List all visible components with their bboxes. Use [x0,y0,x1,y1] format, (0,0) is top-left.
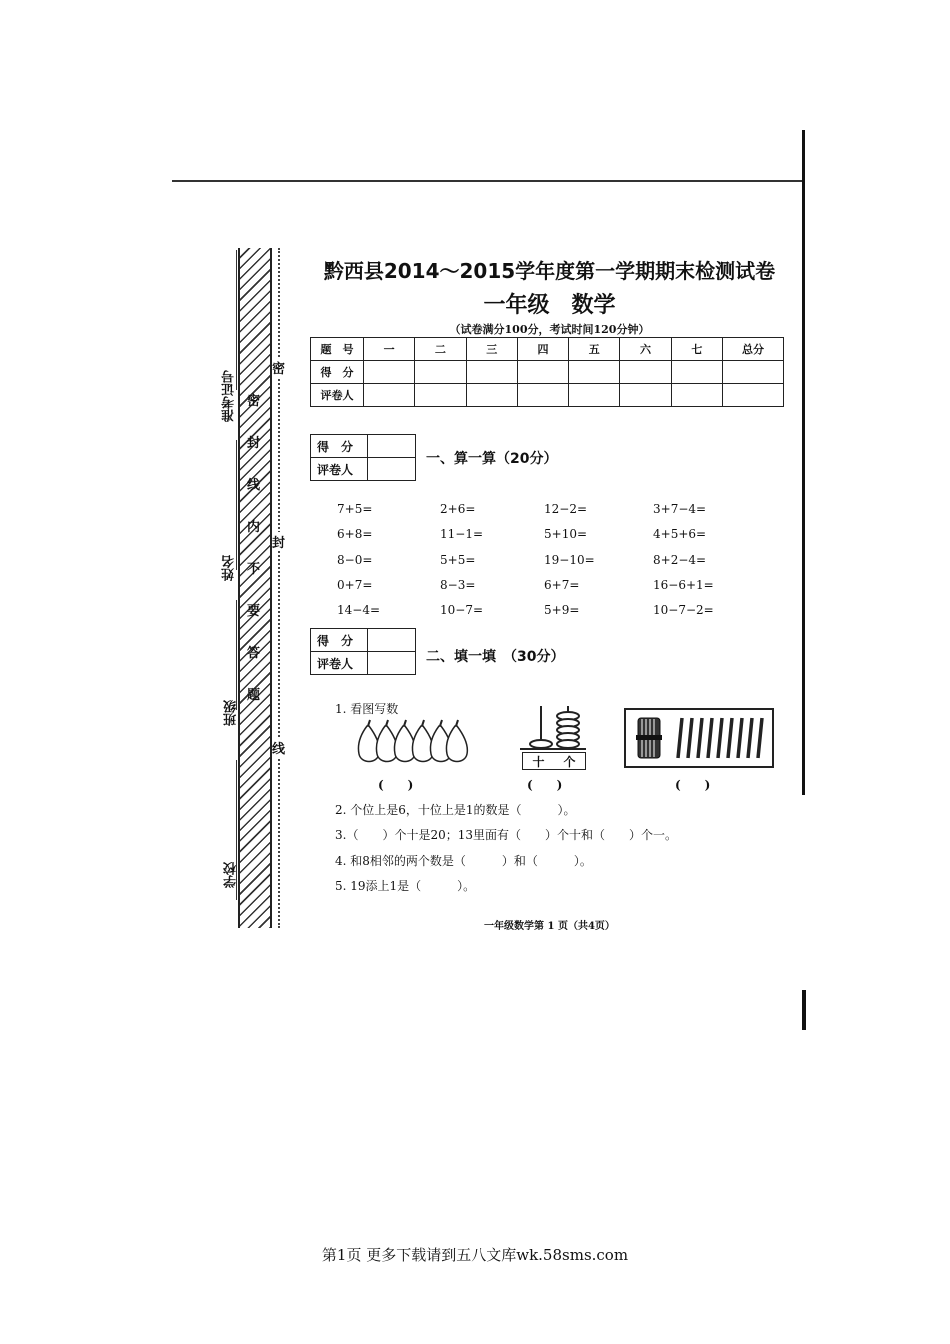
sticks-box [624,708,774,768]
section1-heading: 一、算一算（20分） [426,451,558,467]
score-cell[interactable] [517,361,568,384]
calc-problem: 0+7= [337,578,373,592]
score-box-label: 得 分 [311,629,368,652]
scan-right-edge-mark [802,990,806,1030]
calc-problem: 3+7−4= [653,502,707,516]
score-cell[interactable] [620,361,671,384]
score-cell[interactable] [723,361,784,384]
score-table-row [311,361,784,384]
bottom-download-line: 第1页 更多下载请到五八文库wk.58sms.com [321,1246,629,1264]
score-cell[interactable] [466,384,517,407]
calc-problem: 5+10= [544,527,588,541]
question-2: 2. 个位上是6，十位上是1的数是（ ）。 [335,803,576,817]
calc-problem: 6+7= [544,578,580,592]
calc-problem: 11−1= [440,527,484,541]
section1-score-box [310,434,416,481]
exam-subtitle: 一年级 数学 [483,293,616,318]
score-cell[interactable] [517,384,568,407]
calc-problem: 8+2−4= [653,553,707,567]
score-cell[interactable] [569,361,620,384]
seal-mark: 密 [272,358,285,377]
calc-problem: 14−4= [337,603,381,617]
score-table-header-row [311,338,784,361]
score-table-header: 六 [620,338,671,361]
score-table-header: 三 [466,338,517,361]
score-table [310,337,784,407]
question-1-label: 1. 看图写数 [335,702,399,716]
calc-problem: 8−3= [440,578,476,592]
seal-char: 要 [247,604,261,619]
calc-problem: 12−2= [544,502,588,516]
field-label-name: 姓名 [222,555,237,581]
field-underline [236,250,237,390]
score-box-label: 得 分 [311,435,368,458]
seal-char: 内 [247,520,261,535]
calc-problem: 8−0= [337,553,373,567]
seal-char: 题 [247,688,261,703]
abacus-ones-label: 个 [563,754,576,769]
seal-mark: 线 [272,738,285,757]
score-cell[interactable] [415,384,466,407]
seal-char: 答 [247,646,261,661]
calc-problem: 5+9= [544,603,580,617]
score-table-header: 二 [415,338,466,361]
section2-heading: 二、填一填 （30分） [426,649,565,665]
score-table-header: 一 [364,338,415,361]
seal-char: 不 [247,562,261,577]
abacus-illustration [518,704,588,756]
score-row-label: 评卷人 [311,384,364,407]
exam-note: （试卷满分100分，考试时间120分钟） [449,323,650,336]
calc-problem: 10−7−2= [653,603,714,617]
question-4: 4. 和8相邻的两个数是（ ）和（ ）。 [335,854,592,868]
score-cell[interactable] [671,384,722,407]
score-cell[interactable] [620,384,671,407]
seal-mark: 封 [272,532,285,551]
score-box-cell[interactable] [368,458,416,481]
score-box-cell[interactable] [368,435,416,458]
score-cell[interactable] [364,384,415,407]
calc-problem: 19−10= [544,553,595,567]
scan-top-rule [172,180,802,182]
calc-problem: 2+6= [440,502,476,516]
score-table-header: 七 [671,338,722,361]
score-cell[interactable] [364,361,415,384]
calc-problem: 16−6+1= [653,578,714,592]
score-table-row [311,384,784,407]
field-label-school: 学校 [224,862,239,888]
pears-illustration [355,718,470,766]
score-cell[interactable] [671,361,722,384]
exam-title: 黔西县2014～2015学年度第一学期期末检测试卷 [323,259,776,283]
field-label-exam-number: 准考证号 [222,370,237,422]
field-underline [236,440,237,570]
calc-problem: 6+8= [337,527,373,541]
sticks-illustration [626,710,772,766]
page-footer: 一年级数学第 1 页（共4页） [484,921,615,932]
scan-right-edge [802,130,805,795]
binding-hatch-strip [238,248,272,928]
answer-bracket[interactable]: ( ) [378,778,414,792]
score-cell[interactable] [415,361,466,384]
field-label-class: 班级 [224,700,239,726]
score-row-label: 得 分 [311,361,364,384]
abacus-tens-label: 十 [532,754,545,769]
score-table-header: 总分 [723,338,784,361]
question-5: 5. 19添上1是（ ）。 [335,879,476,893]
calc-problem: 4+5+6= [653,527,707,541]
answer-bracket[interactable]: ( ) [675,778,711,792]
seal-char: 封 [247,436,261,451]
score-box-label: 评卷人 [311,458,368,481]
score-table-header: 五 [569,338,620,361]
calc-problem: 5+5= [440,553,476,567]
abacus-place-labels [522,752,586,770]
score-table-header: 四 [517,338,568,361]
score-box-label: 评卷人 [311,652,368,675]
field-underline [236,600,237,710]
calc-problem: 7+5= [337,502,373,516]
score-box-cell[interactable] [368,629,416,652]
score-table-header: 题 号 [311,338,364,361]
score-box-cell[interactable] [368,652,416,675]
answer-bracket[interactable]: ( ) [527,778,563,792]
calc-problem: 10−7= [440,603,484,617]
score-cell[interactable] [569,384,620,407]
score-cell[interactable] [723,384,784,407]
question-3: 3.（ ）个十是20；13里面有（ ）个十和（ ）个一。 [335,828,677,842]
seal-char: 密 [247,394,261,409]
section2-score-box [310,628,416,675]
seal-dotted-line [278,248,280,928]
score-cell[interactable] [466,361,517,384]
seal-char: 线 [247,478,261,493]
